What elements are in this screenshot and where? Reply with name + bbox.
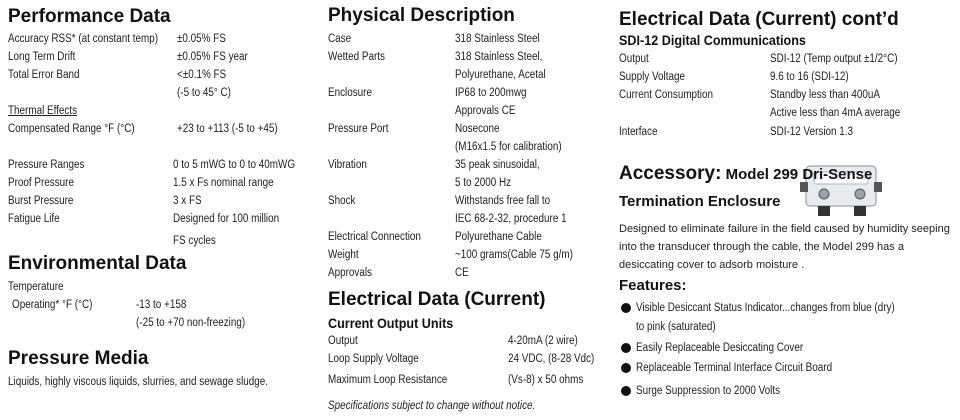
loop-resistance-value: (Vs-8) x 50 ohms [508, 374, 584, 386]
phys-label: Electrical Connection [328, 231, 421, 243]
operating-value: -13 to +158 [136, 299, 187, 311]
electrical-contd-title: Electrical Data (Current) cont’d [619, 9, 899, 30]
phys-label: Pressure Port [328, 123, 389, 135]
operating-label: Operating* °F (°C) [12, 299, 93, 311]
thermal-effects-heading: Thermal Effects [8, 105, 78, 117]
spec-change-note: Specifications subject to change without notice. [328, 400, 536, 412]
accuracy-value: ±0.05% FS [177, 33, 226, 45]
accuracy-label: Accuracy RSS* (at constant temp) [8, 33, 159, 45]
phys-value: 318 Stainless Steel [455, 33, 540, 45]
physical-description-title: Physical Description [328, 5, 515, 26]
phys-value: 35 peak sinusoidal, [455, 159, 540, 171]
feature-2: Easily Replaceable Desiccating Cover [636, 342, 804, 354]
proof-pressure-label: Proof Pressure [8, 177, 74, 189]
pressure-media-title: Pressure Media [8, 348, 149, 369]
bullet-icon [621, 303, 631, 313]
interface-value: SDI-12 Version 1.3 [770, 126, 854, 138]
phys-value: Withstands free fall to [455, 195, 551, 207]
phys-value: Polyurethane Cable [455, 231, 542, 243]
error-band-label: Total Error Band [8, 69, 80, 81]
phys-value: Polyurethane, Acetal [455, 69, 546, 81]
current-consumption-label: Current Consumption [619, 89, 714, 101]
error-band-value: <±0.1% FS [177, 69, 227, 81]
proof-pressure-value: 1.5 x Fs nominal range [173, 177, 274, 189]
pressure-ranges-label: Pressure Ranges [8, 159, 85, 171]
performance-data-title: Performance Data [8, 6, 171, 27]
accessory-description: Designed to eliminate failure in the field caused by humidity seeping into the transducer through the cable, the Model 299 has a desiccating cover to adsorb moisture . [619, 223, 950, 271]
compensated-range-label: Compensated Range °F (°C) [8, 123, 135, 135]
pressure-media-text: Liquids, highly viscous liquids, slurries, and sewage sludge. [8, 376, 269, 388]
pressure-ranges-value: 0 to 5 mWG to 0 to 40mWG [173, 159, 296, 171]
supply-voltage-label: Supply Voltage [619, 71, 685, 83]
current-output-units-subtitle: Current Output Units [328, 315, 454, 331]
current-consumption-value: Standby less than 400uA [770, 89, 880, 101]
phys-label: Enclosure [328, 87, 372, 99]
output-value: 4-20mA (2 wire) [508, 335, 578, 347]
error-band-extra: (-5 to 45° C) [177, 87, 231, 99]
drift-label: Long Term Drift [8, 51, 76, 63]
sdi12-subtitle: SDI-12 Digital Communications [619, 32, 806, 48]
feature-1: Visible Desiccant Status Indicator...changes from blue (dry) [636, 302, 895, 314]
phys-value: IEC 68-2-32, procedure 1 [455, 213, 567, 225]
phys-label: Shock [328, 195, 356, 207]
bullet-icon [621, 343, 631, 353]
operating-extra: (-25 to +70 non-freezing) [136, 317, 246, 329]
termination-enclosure-subtitle: Termination Enclosure [619, 193, 781, 210]
phys-value: Nosecone [455, 123, 500, 135]
feature-1-extra: to pink (saturated) [636, 321, 716, 333]
feature-4: Surge Suppression to 2000 Volts [636, 385, 781, 397]
electrical-data-title: Electrical Data (Current) [328, 289, 546, 310]
phys-value: Approvals CE [455, 105, 516, 117]
phys-label: Approvals [328, 267, 372, 279]
temperature-label: Temperature [8, 281, 64, 293]
phys-value: CE [455, 267, 469, 279]
output-label: Output [328, 335, 358, 347]
loop-supply-label: Loop Supply Voltage [328, 353, 419, 365]
bullet-icon [621, 386, 631, 396]
phys-value: ~100 grams(Cable 75 g/m) [455, 249, 573, 261]
phys-value: 318 Stainless Steel, [455, 51, 543, 63]
interface-label: Interface [619, 126, 658, 138]
feature-3: Replaceable Terminal Interface Circuit Board [636, 362, 833, 374]
phys-label: Case [328, 33, 352, 45]
environmental-data-title: Environmental Data [8, 253, 187, 274]
loop-supply-value: 24 VDC, (8-28 Vdc) [508, 353, 595, 365]
burst-pressure-value: 3 x FS [173, 195, 202, 207]
phys-value: (M16x1.5 for calibration) [455, 141, 562, 153]
supply-voltage-value: 9.6 to 16 (SDI-12) [770, 71, 849, 83]
accessory-title [619, 163, 872, 186]
phys-label: Wetted Parts [328, 51, 385, 63]
loop-resistance-label: Maximum Loop Resistance [328, 374, 448, 386]
phys-value: IP68 to 200mwg [455, 87, 527, 99]
current-consumption-extra: Active less than 4mA average [770, 107, 901, 119]
accessory-title-lead: Accessory: [619, 163, 722, 184]
phys-value: 5 to 2000 Hz [455, 177, 512, 189]
fatigue-life-label: Fatigue Life [8, 213, 60, 225]
burst-pressure-label: Burst Pressure [8, 195, 74, 207]
compensated-range-value: +23 to +113 (-5 to +45) [177, 123, 278, 135]
accessory-title-model: Model 299 Dri-Sense [721, 166, 873, 183]
fatigue-life-extra: FS cycles [173, 235, 216, 247]
features-title: Features: [619, 277, 687, 294]
fatigue-life-value: Designed for 100 million [173, 213, 280, 225]
phys-label: Vibration [328, 159, 367, 171]
phys-label: Weight [328, 249, 359, 261]
drift-value: ±0.05% FS year [177, 51, 248, 63]
sdi-output-label: Output [619, 53, 649, 65]
bullet-icon [621, 363, 631, 373]
sdi-output-value: SDI-12 (Temp output ±1/2°C) [770, 53, 898, 65]
